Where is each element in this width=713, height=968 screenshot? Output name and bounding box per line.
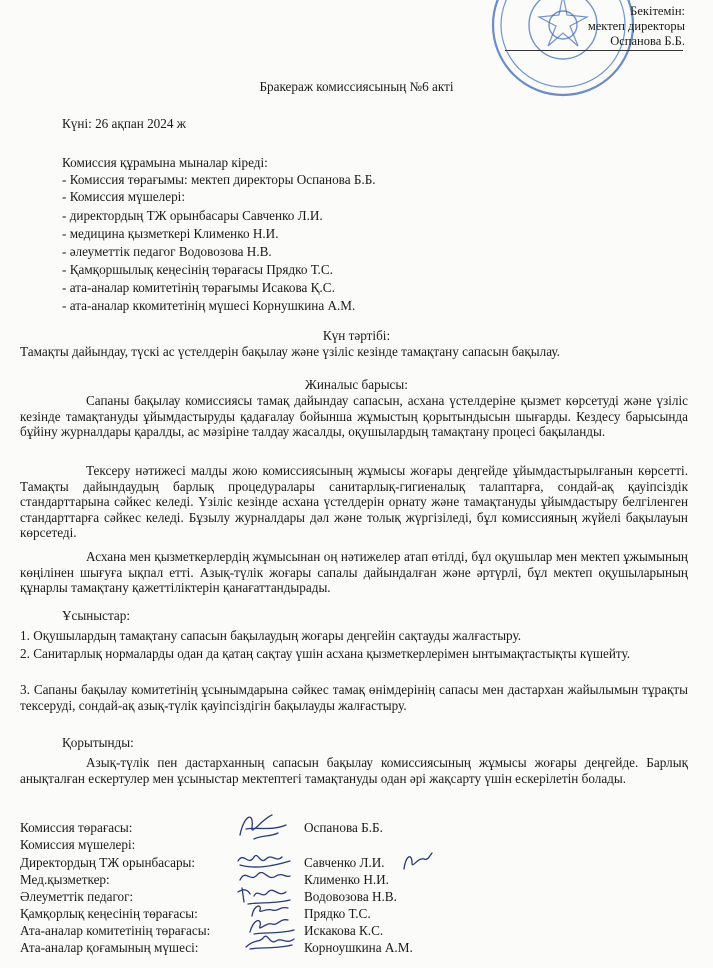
document-date: Күні: 26 ақпан 2024 ж <box>62 116 186 131</box>
signature-parent-member <box>242 931 298 953</box>
proposal-item: 1. Оқушылардың тамақтану сапасын бақылаудың жоғары деңгейін сақтауды жалғастыру. <box>20 628 522 643</box>
agenda-text: Тамақты дайындау, түскі ас үстелдерін бақылау және үзіліс кезінде тамақтану сапасын бақылау. <box>20 344 560 359</box>
member-item: - әлеуметтік педагог Водовозова Н.В. <box>62 244 272 259</box>
approval-underline <box>505 50 683 51</box>
signer-role: Ата-аналар комитетінің төрағасы: <box>20 923 211 938</box>
signer-role: Комиссия мүшелері: <box>20 837 136 852</box>
progress-paragraph: Тексеру нәтижесі малды жою комиссиясының жұмысы жоғары деңгейде ұйымдастырылғанын көрсетті. Тамақты дайындаудың барлық процедуралары санитарлық-гигиеналық талаптарға, сондай-ақ қауіпсіздік стандарттарына сәйкес келеді. Үзіліс кезінде асхана үстелдерін орнату және тамақтануды ұйымдастыру белгіленген стандарттарға сәйкес келеді. Бұзылу журналдары дәл және толық жүргізіледі, бұл комиссияның жүйелі бақылауын көрсетеді. <box>20 463 688 541</box>
conclusion-text: Азық-түлік пен дастарханның сапасын бақылау комиссиясының жұмысы жоғары деңгейде. Барлық анықталған ескертулер мен ұсыныстар мектептегі тамақтануды одан әрі жақсарту үшін ескерілетін болады. <box>20 755 688 786</box>
signature-row <box>20 872 440 888</box>
approval-name: Оспанова Б.Б. <box>610 34 685 48</box>
signature-chair <box>232 805 292 845</box>
signature-row <box>20 855 440 871</box>
signature-row <box>20 889 440 905</box>
progress-paragraph: Асхана мен қызметкерлердің жұмысынан оң нәтижелер атап өтілді, бұл оқушылар мен мектеп ұжымының көңілінен шығуға ықпал етті. Азық-түлік жоғары сапалы дайындалған және әртүрлі, бұл мектеп оқушыларының құнарлы тамақтану қажеттіліктерін қанағаттандырады. <box>20 549 688 596</box>
signature-row <box>20 906 440 922</box>
composition-chair: - Комиссия төрағымы: мектеп директоры Оспанова Б.Б. <box>62 172 376 187</box>
proposal-item: 2. Санитарлық нормаларды одан да қатаң сақтау үшін асхана қызметкерлерімен ынтымақтастықты күшейту. <box>20 646 631 661</box>
proposals-heading: Ұсыныстар: <box>62 608 131 623</box>
member-item: - Қамқоршылық кеңесінің төрағасы Прядко Т.С. <box>62 262 333 277</box>
signer-role: Ата-аналар қоғамының мүшесі: <box>20 940 199 955</box>
member-item: - ата-аналар ккомитетінің мүшесі Корнушкина А.М. <box>62 298 356 313</box>
proposal-item: 3. Сапаны бақылау комитетінің ұсынымдарына сәйкес тамақ өнімдерінің сапасы мен дастархан жайылымын тұрақты тексеруді, сондай-ақ азық-түлік қауіпсіздігін бақылауды жалғастыру. <box>20 682 688 713</box>
signer-role: Әлеуметтік педагог: <box>20 889 134 904</box>
member-item: - ата-аналар комитетінің төрағымы Исакова Қ.С. <box>62 280 335 295</box>
signature-row <box>20 837 440 853</box>
signer-name: Водовозова Н.В. <box>304 889 397 904</box>
signer-name: Корноушкина А.М. <box>304 940 413 955</box>
approval-block <box>588 4 685 49</box>
member-item: - директордың ТЖ орынбасары Савченко Л.И. <box>62 208 323 223</box>
progress-paragraph: Сапаны бақылау комиссиясы тамақ дайындау сапасын, асхана үстелдеріне қызмет көрсетуді және үзіліс кезінде тамақтануды ұйымдастыруды қадағалау бойынша жұмыстың қорытындысын шығарды. Кездесу барысында бұйіну журналдары қаралды, ас мәзіріне талдау жасалды, оқушылардың тамақтану процесі бақыланды. <box>20 393 688 440</box>
signer-name: Искакова К.С. <box>304 923 384 938</box>
conclusion-heading: Қорытынды: <box>62 735 134 750</box>
signer-name: Прядко Т.С. <box>304 906 371 921</box>
signer-name: Оспанова Б.Б. <box>304 820 383 835</box>
signer-role: Комиссия төрағасы: <box>20 820 133 835</box>
approval-label: Бекітемін: <box>630 4 685 18</box>
signer-role: Мед.қызметкер: <box>20 872 110 887</box>
progress-heading: Жиналыс барысы: <box>305 377 408 392</box>
member-item: - медицина қызметкері Клименко Н.И. <box>62 226 279 241</box>
signer-role: Директордың ТЖ орынбасары: <box>20 855 196 870</box>
approval-position: мектеп директоры <box>587 19 685 33</box>
composition-heading: Комиссия құрамына мыналар кіреді: <box>62 155 268 170</box>
composition-members-heading: - Комиссия мүшелері: <box>62 189 186 204</box>
signature-row <box>20 820 440 836</box>
signer-name: Клименко Н.И. <box>304 872 389 887</box>
signer-role: Қамқорлық кеңесінің төрағасы: <box>20 906 198 921</box>
signature-row <box>20 940 440 956</box>
signature-deputy-extra <box>398 849 434 873</box>
signature-row <box>20 923 440 939</box>
document-title: Бракераж комиссиясының №6 акті <box>259 79 454 94</box>
signer-name: Савченко Л.И. <box>304 855 385 870</box>
agenda-heading: Күн тәртібі: <box>322 328 391 343</box>
